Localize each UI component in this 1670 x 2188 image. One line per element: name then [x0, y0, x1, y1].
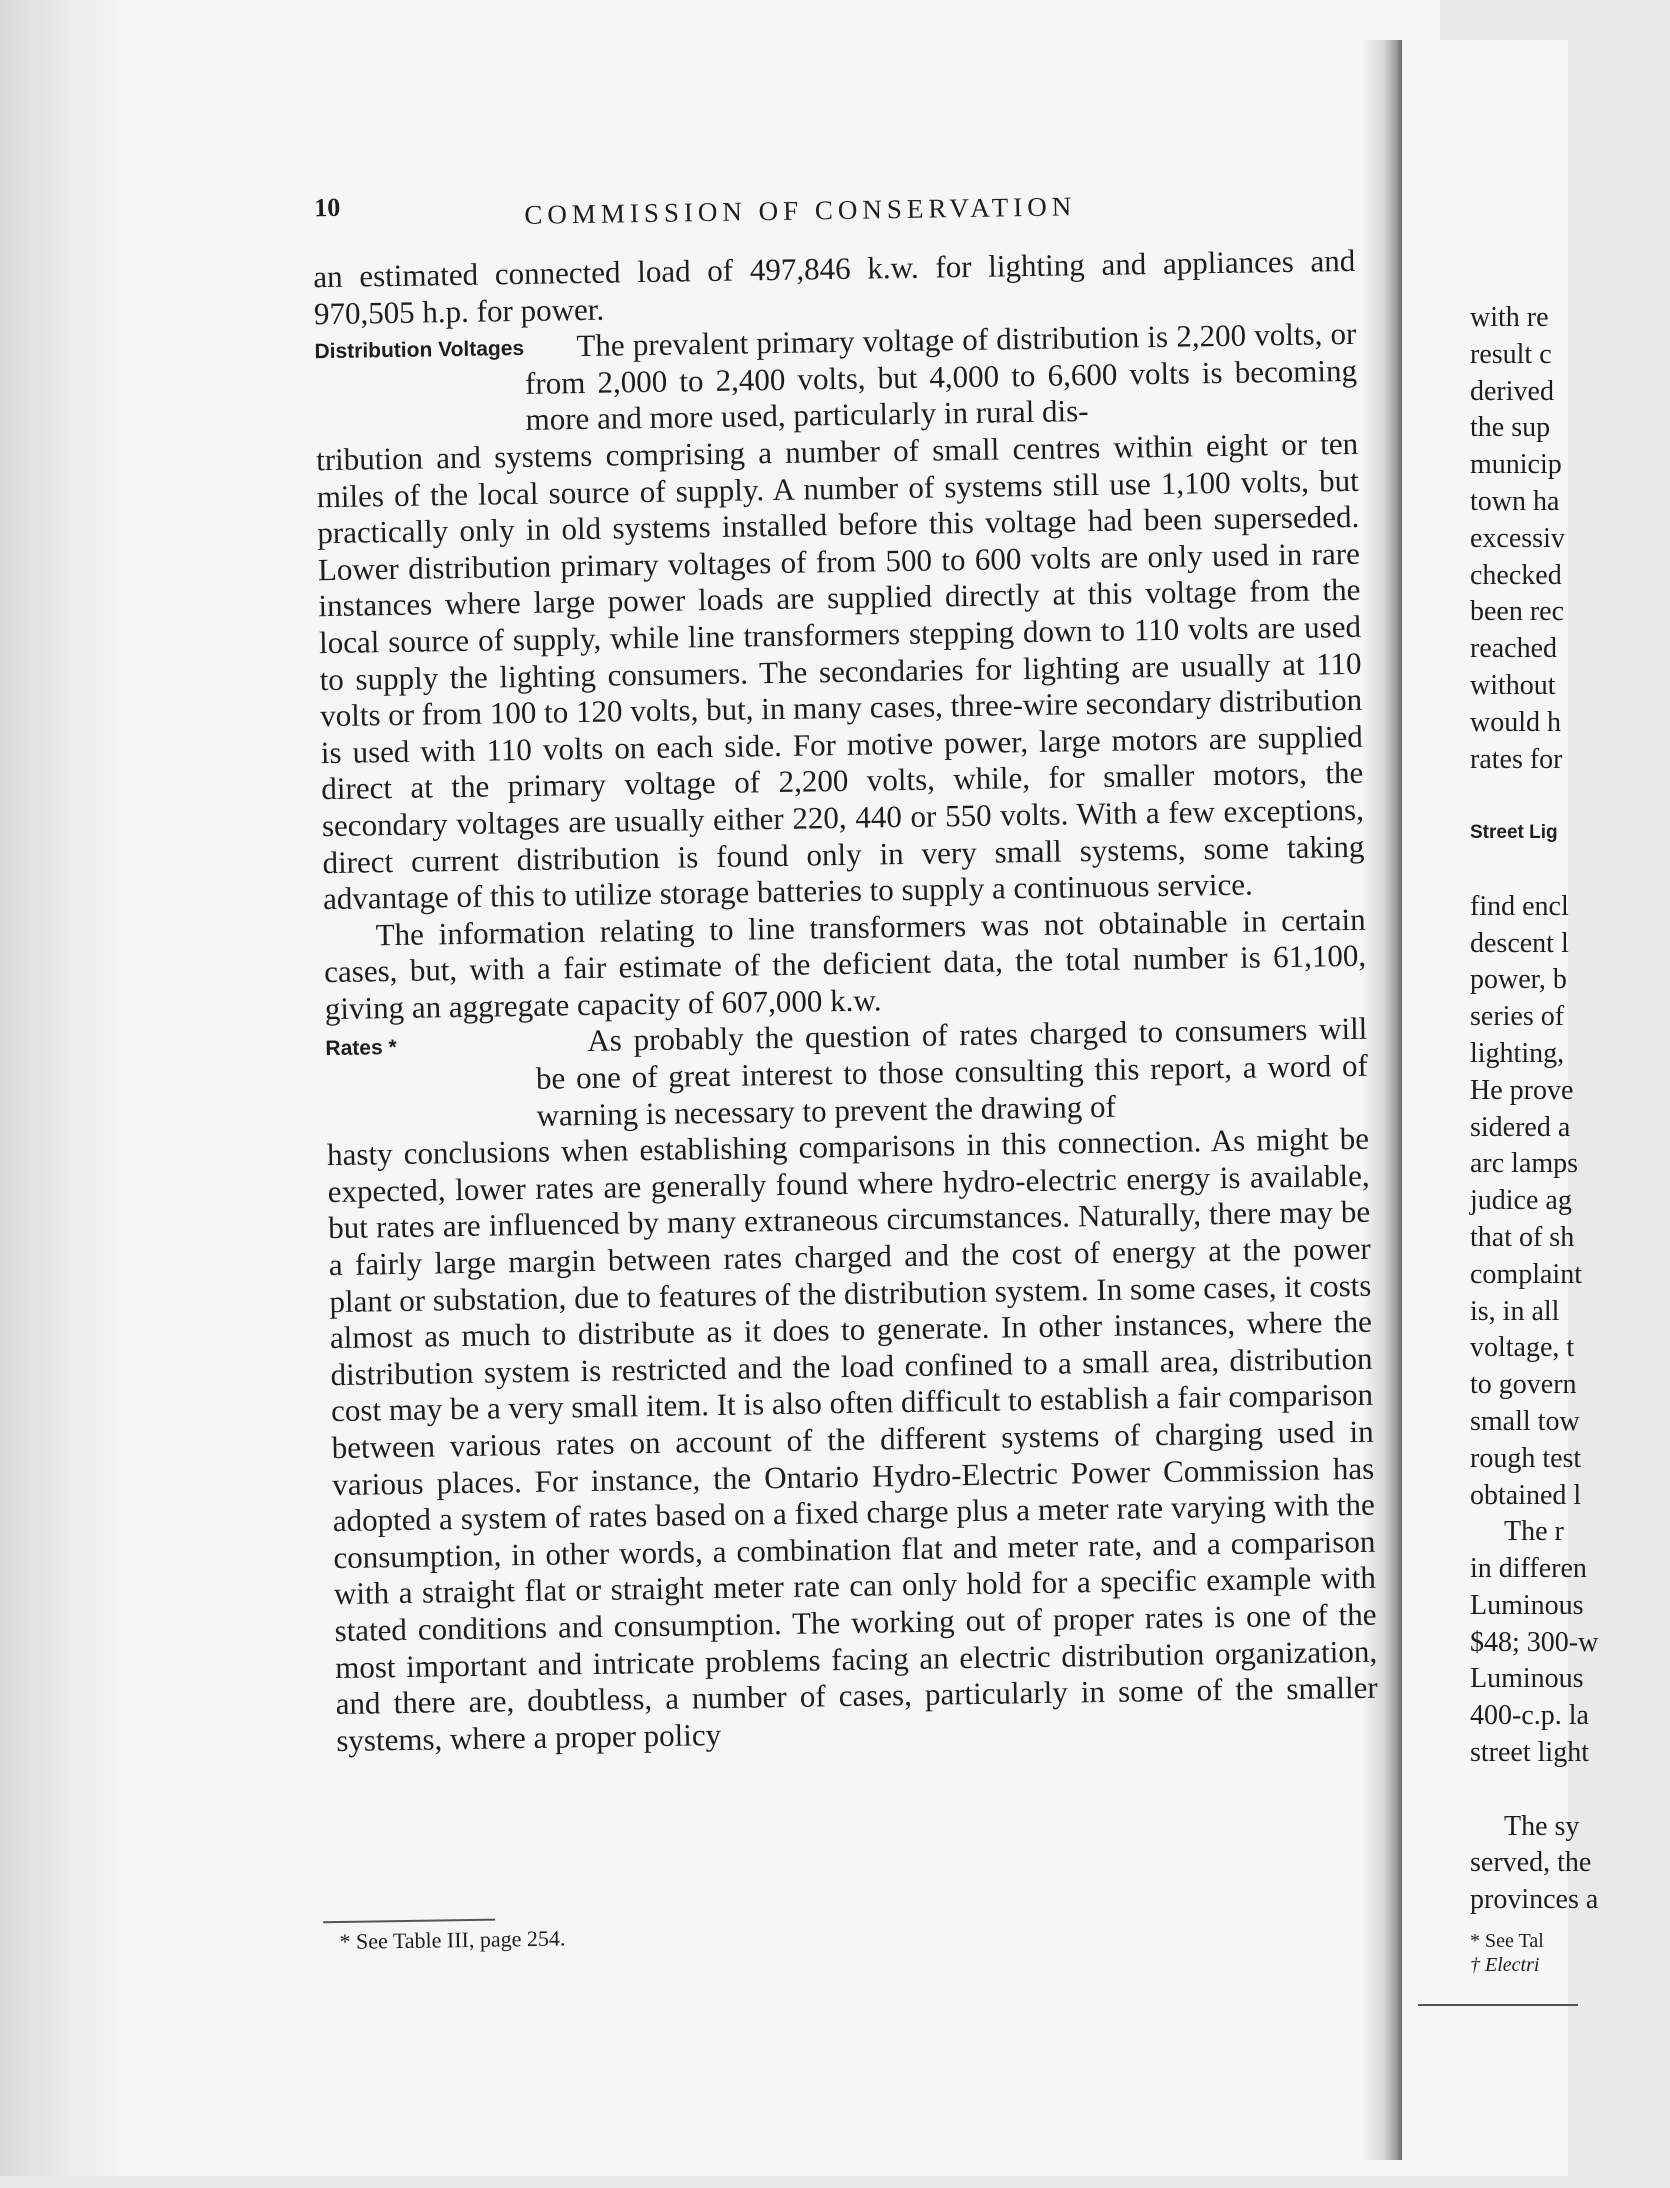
right-line: town ha [1470, 485, 1560, 517]
right-line: rough test [1470, 1442, 1582, 1474]
right-line: excessiv [1470, 522, 1565, 554]
right-line: would h [1470, 706, 1561, 738]
right-footnote-rule [1418, 2004, 1578, 2006]
page-number: 10 [314, 192, 341, 223]
right-line: judice ag [1470, 1185, 1572, 1217]
right-line: complaint [1470, 1258, 1582, 1290]
right-line: derived [1470, 375, 1554, 407]
right-line: without [1470, 669, 1556, 701]
right-line: is, in all [1470, 1295, 1560, 1327]
right-line: to govern [1470, 1369, 1577, 1401]
right-line: lighting, [1470, 1037, 1565, 1069]
right-line: find encl [1470, 890, 1569, 922]
right-line: checked [1470, 559, 1562, 591]
right-line: descent l [1470, 927, 1569, 959]
right-line: voltage, t [1470, 1332, 1575, 1364]
paragraph-rates-start: As probably the question of rates charged to consumers will be one of great interest to those consulting this report, a word of warning is necessary to prevent the drawing of [535, 1011, 1369, 1133]
right-line: The r [1504, 1516, 1564, 1548]
right-side-heading: Street Lig [1470, 822, 1558, 844]
paragraph-rates-cont: hasty conclusions when establishing comparisons in this connection. As might be expected, lower rates are generally found where hydro-electric energy is available, but rates are influenced by many extraneous circumstances. Naturally, there may be a fairly large margin between rates charged and the cost of energy at the power plant or substation, due to features of the distribution system. In some cases, it costs almost as much to distribute as it does to generate. In other instances, where the distribution system is restricted and the load confined to a small area, distribution cost may be a very small item. It is also often difficult to establish a fair comparison between various rates on account of the different systems of charging used in various places. For instance, the Ontario Hydro-Electric Power Commission has adopted a system of rates based on a fixed charge plus a meter rate varying with the consumption, in other words, a combination flat and meter rate, and a comparison with a straight flat or straight meter rate can only hold for a specific example with stated conditions and consumption. The working out of proper rates is one of the most important and intricate problems facing an electric distribution organization, and there are, doubtless, a number of cases, particularly in some of the smaller systems, where a proper policy [326, 1121, 1378, 1758]
running-head: COMMISSION OF CONSERVATION [524, 191, 1077, 230]
right-line: Luminous [1470, 1663, 1584, 1695]
side-heading-rates: Rates * [325, 1036, 397, 1061]
footnote-rule [323, 1919, 495, 1924]
side-heading-distribution-voltages: Distribution Voltages [314, 337, 525, 364]
right-line: result c [1470, 338, 1552, 370]
right-line: reached [1470, 633, 1558, 665]
right-line: sidered a [1470, 1111, 1571, 1143]
right-line: that of sh [1470, 1221, 1575, 1253]
right-line: provinces a [1470, 1884, 1599, 1916]
right-line: The sy [1504, 1810, 1580, 1842]
right-line: arc lamps [1470, 1148, 1579, 1180]
right-line: Luminous [1470, 1589, 1584, 1621]
right-line: municip [1470, 449, 1562, 481]
paragraph-line-transformers: The information relating to line transformers was not obtainable in certain cases, but, with a fair estimate of the deficient data, the total number is 61,100, giving an aggregate capacity of 607,000 k.w. [323, 901, 1367, 1027]
right-line: power, b [1470, 964, 1567, 996]
footnote: * See Table III, page 254. [339, 1925, 566, 1955]
right-line: small tow [1470, 1405, 1580, 1437]
right-footnote: * See Tal [1470, 1930, 1544, 1953]
right-line: series of [1470, 1001, 1565, 1033]
paragraph-connected-load: an estimated connected load of 497,846 k.w. for lighting and appliances and 970,505 h.p. for power. [313, 242, 1356, 331]
right-line: He prove [1470, 1074, 1574, 1106]
right-line: in differen [1470, 1553, 1587, 1585]
right-line: $48; 300-w [1470, 1626, 1599, 1658]
right-line: 400-c.p. la [1470, 1700, 1589, 1732]
right-footnote: † Electri [1470, 1954, 1540, 1977]
rates-section [325, 1011, 1369, 1137]
right-line: obtained l [1470, 1479, 1582, 1511]
right-line: served, the [1470, 1847, 1592, 1879]
body-text [313, 243, 1378, 1760]
distribution-voltages-section [314, 316, 1358, 442]
right-line: rates for [1470, 743, 1563, 775]
paragraph-distribution-voltages-start: The prevalent primary voltage of distribution is 2,200 volts, or from 2,000 to 2,400 volts, but 4,000 to 6,600 volts is becoming more and more used, particularly in rural dis- [524, 316, 1358, 438]
paragraph-distribution-voltages-cont: tribution and systems comprising a number of small centres within eight or ten miles of the local source of supply. A number of systems still use 1,100 volts, but practically only in old systems installed before this voltage had been superseded. Lower distribution primary voltages of from 500 to 600 volts are only used in rare instances where large power loads are supplied directly at this voltage from the local source of supply, while line transformers stepping down to 110 volts are used to supply the lighting consumers. The secondaries for lighting are usually at 110 volts or from 100 to 120 volts, but, in many cases, three-wire secondary distribution is used with 110 volts on each side. For motive power, large motors are supplied direct at the primary voltage of 2,200 volts, while, for smaller motors, the secondary voltages are usually either 220, 440 or 550 volts. With a few exceptions, direct current distribution is found only in very small systems, some taking advantage of this to utilize storage batteries to supply a continuous service. [315, 425, 1365, 917]
right-page-text [1470, 300, 1670, 1977]
right-line: with re [1470, 302, 1549, 333]
right-line: the sup [1470, 412, 1551, 444]
right-line: been rec [1470, 596, 1565, 628]
right-line: street light [1470, 1737, 1589, 1769]
